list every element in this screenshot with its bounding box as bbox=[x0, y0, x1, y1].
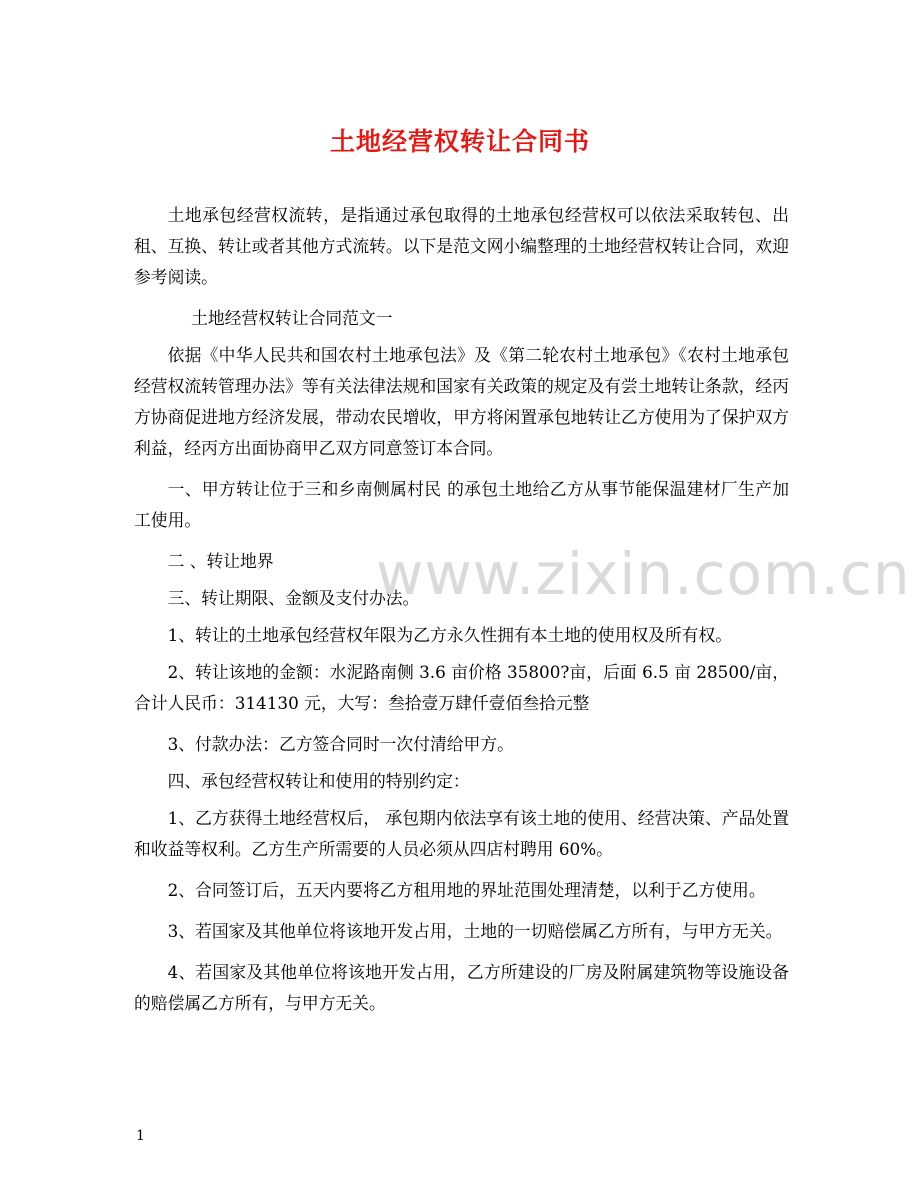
clause-four-item-3: 3、若国家及其他单位将该地开发占用，土地的一切赔偿属乙方所有，与甲方无关。 bbox=[167, 921, 783, 941]
document-body bbox=[134, 200, 789, 1029]
intro-paragraph: 土地承包经营权流转，是指通过承包取得的土地承包经营权可以依法采取转包、出租、互换、转让或者其他方式流转。以下是范文网小编整理的土地经营权转让合同，欢迎参考阅读。 bbox=[134, 205, 789, 287]
clause-three-item-2: 2、转让该地的金额：水泥路南侧 3.6 亩价格 35800?亩，后面 6.5 亩 28500/亩，合计人民币：314130 元，大写：叁拾壹万肆仟壹佰叁拾元整 bbox=[134, 662, 789, 713]
clause-three-heading: 三、转让期限、金额及支付办法。 bbox=[167, 588, 420, 608]
preamble-paragraph: 依据《中华人民共和国农村土地承包法》及《第二轮农村土地承包》《农村土地承包经营权流转管理办法》等有关法律法规和国家有关政策的规定及有尝土地转让条款，经丙方协商促进地方经济发展，带动农民增收，甲方将闲置承包地转让乙方使用为了保护双方利益，经丙方出面协商甲乙双方同意签订本合同。 bbox=[134, 345, 789, 458]
clause-two-heading: 二 、转让地界 bbox=[167, 551, 274, 571]
clause-four-item-1: 1、乙方获得土地经营权后， 承包期内依法享有该土地的使用、经营决策、产品处置和收益等权利。乙方生产所需要的人员必须从四店村聘用 60%。 bbox=[134, 808, 789, 859]
clause-one-paragraph: 一、甲方转让位于三和乡南侧属村民 的承包土地给乙方从事节能保温建材厂生产加工使用。 bbox=[134, 479, 789, 530]
clause-three-item-1: 1、转让的土地承包经营权年限为乙方永久性拥有本土地的使用权及所有权。 bbox=[167, 625, 733, 645]
clause-four-heading: 四、承包经营权转让和使用的特别约定： bbox=[167, 771, 470, 791]
clause-four-item-4: 4、若国家及其他单位将该地开发占用，乙方所建设的厂房及附属建筑物等设施设备的赔偿属乙方所有，与甲方无关。 bbox=[134, 962, 789, 1013]
page-number: 1 bbox=[136, 1128, 145, 1144]
document-title: 土地经营权转让合同书 bbox=[329, 127, 590, 156]
clause-four-item-2: 2、合同签订后，五天内要将乙方租用地的界址范围处理清楚，以利于乙方使用。 bbox=[167, 880, 766, 900]
clause-three-item-3: 3、付款办法：乙方签合同时一次付清给甲方。 bbox=[167, 734, 514, 754]
section-heading-sample-one: 土地经营权转让合同范文一 bbox=[191, 308, 393, 328]
watermark: www.zixin.com.cn bbox=[376, 540, 911, 608]
